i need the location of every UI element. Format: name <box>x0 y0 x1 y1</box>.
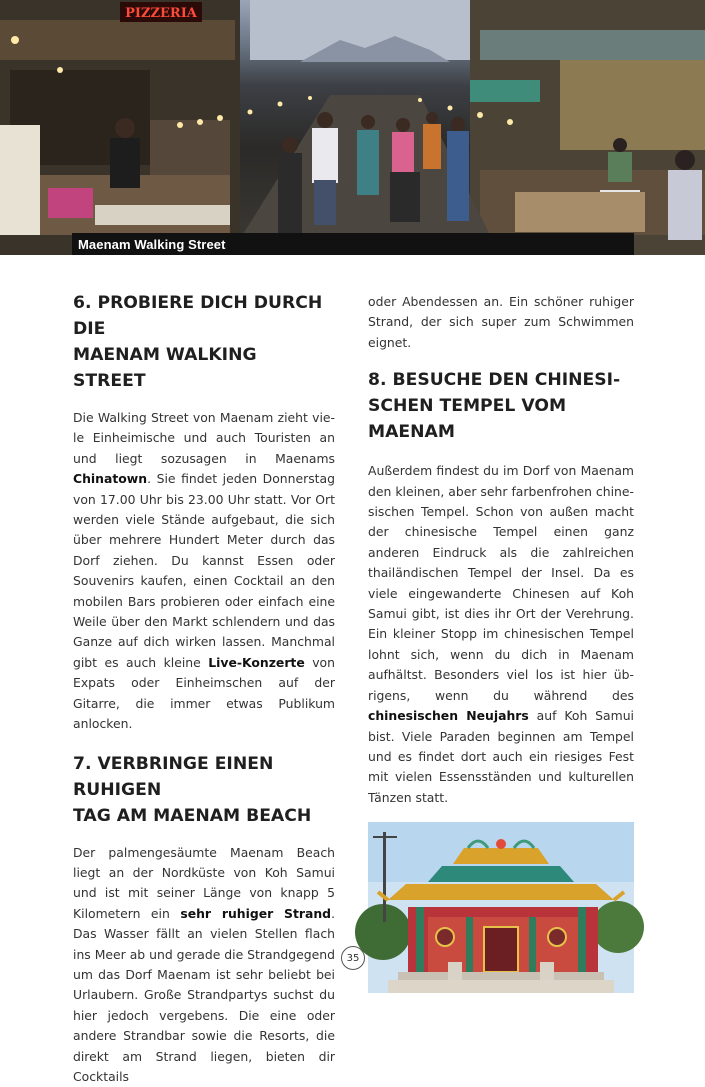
bold-term: Chinatown <box>73 471 147 486</box>
section-7-paragraph-continued: oder Abendessen an. Ein schöner ruhiger Strand, der sich super zum Schwimmen eignet. <box>368 292 634 353</box>
header-photo <box>0 0 705 255</box>
heading-line: TAG AM MAENAM BEACH <box>73 806 311 826</box>
pizzeria-sign: PIZZERIA <box>125 6 198 21</box>
bold-term: chinesischen Neujahrs <box>368 708 529 723</box>
text-run: Der palmengesäumte Maenam Beach liegt an der Nordküste von Koh Samui und ist mit seiner Länge von knapp 5 Kilometern ein <box>73 845 335 921</box>
section-8-heading <box>368 367 634 445</box>
page-number: 35 <box>341 946 365 970</box>
heading-line: MAENAM WALKING STREET <box>73 345 257 391</box>
section-7-heading <box>73 751 335 829</box>
text-run: . Sie findet jeden Donnerstag von 17.00 Uhr bis 23.00 Uhr statt. Vor Ort werden viele Stände aufgebaut, die sich über mehrere Hundert Meter durch das Dorf ziehen. Du kannst Essen oder Souvenirs kaufen, einen Cocktail an den mobilen Bars probieren oder einfach eine Weile über den Markt schlendern und das Ganze auf dich wirken lassen. Manchmal gibt es auch kleine <box>73 471 335 670</box>
section-6-heading <box>73 290 335 394</box>
text-run: . Das Wasser fällt an vielen Stellen flach ins Meer ab und gerade die Strandgegend um das Dorf Maenam ist sehr beliebt bei Urlaubern. Große Strandpartys suchst du hier jedoch vergebens. Die eine oder andere Strandbar sowie die Resorts, die direkt am Strand liegen, bieten dir Cocktails <box>73 906 335 1084</box>
photo-caption-bar <box>72 233 634 255</box>
heading-line: 6. PROBIERE DICH DURCH DIE <box>73 293 322 339</box>
section-8-paragraph <box>368 461 634 808</box>
heading-line: 7. VERBRINGE EINEN RUHIGEN <box>73 754 273 800</box>
right-column <box>368 292 634 993</box>
bold-term: sehr ruhiger Strand <box>180 906 331 921</box>
section-6-paragraph <box>73 408 335 735</box>
photo-caption: Maenam Walking Street <box>78 237 226 252</box>
text-run: Die Walking Street von Maenam zieht viele Einheimische und auch Touristen an und liegt sozusagen in Maenams <box>73 410 335 466</box>
chinese-temple-illustration <box>368 822 634 993</box>
heading-line: 8. BESUCHE DEN CHINESI- <box>368 370 620 390</box>
text-run: auf Koh Samui bist. Viele Paraden beginnen am Tempel und es findet dort auch ein riesiges Fest mit vielen Essensständen und kulturellen Tänzen statt. <box>368 708 634 805</box>
left-column <box>73 290 335 1087</box>
street-market-illustration <box>0 0 705 255</box>
heading-line: SCHEN TEMPEL VOM MAENAM <box>368 396 566 442</box>
temple-photo <box>368 822 634 993</box>
section-7-paragraph <box>73 843 335 1087</box>
bold-term: Live-Konzerte <box>208 655 305 670</box>
text-run: Außerdem findest du im Dorf von Maenam den kleinen, aber sehr farbenfrohen chinesischen Tempel. Schon von außen macht der chinesische Tempel einen ganz anderen Eindruck als die zahlreichen thailändischen Tempel der Insel. Da es viele eingewanderte Chinesen auf Koh Samui gibt, ist dies ihr Ort der Verehrung. Ein kleiner Stopp im chinesischen Tempel lohnt sich, wenn du dich in Maenam aufhältst. Besonders viel los ist hier übrigens, wenn du während des <box>368 463 634 702</box>
text-run: von Expats oder Einheimschen auf der Gitarre, die immer etwas Publikum anlocken. <box>73 655 335 731</box>
